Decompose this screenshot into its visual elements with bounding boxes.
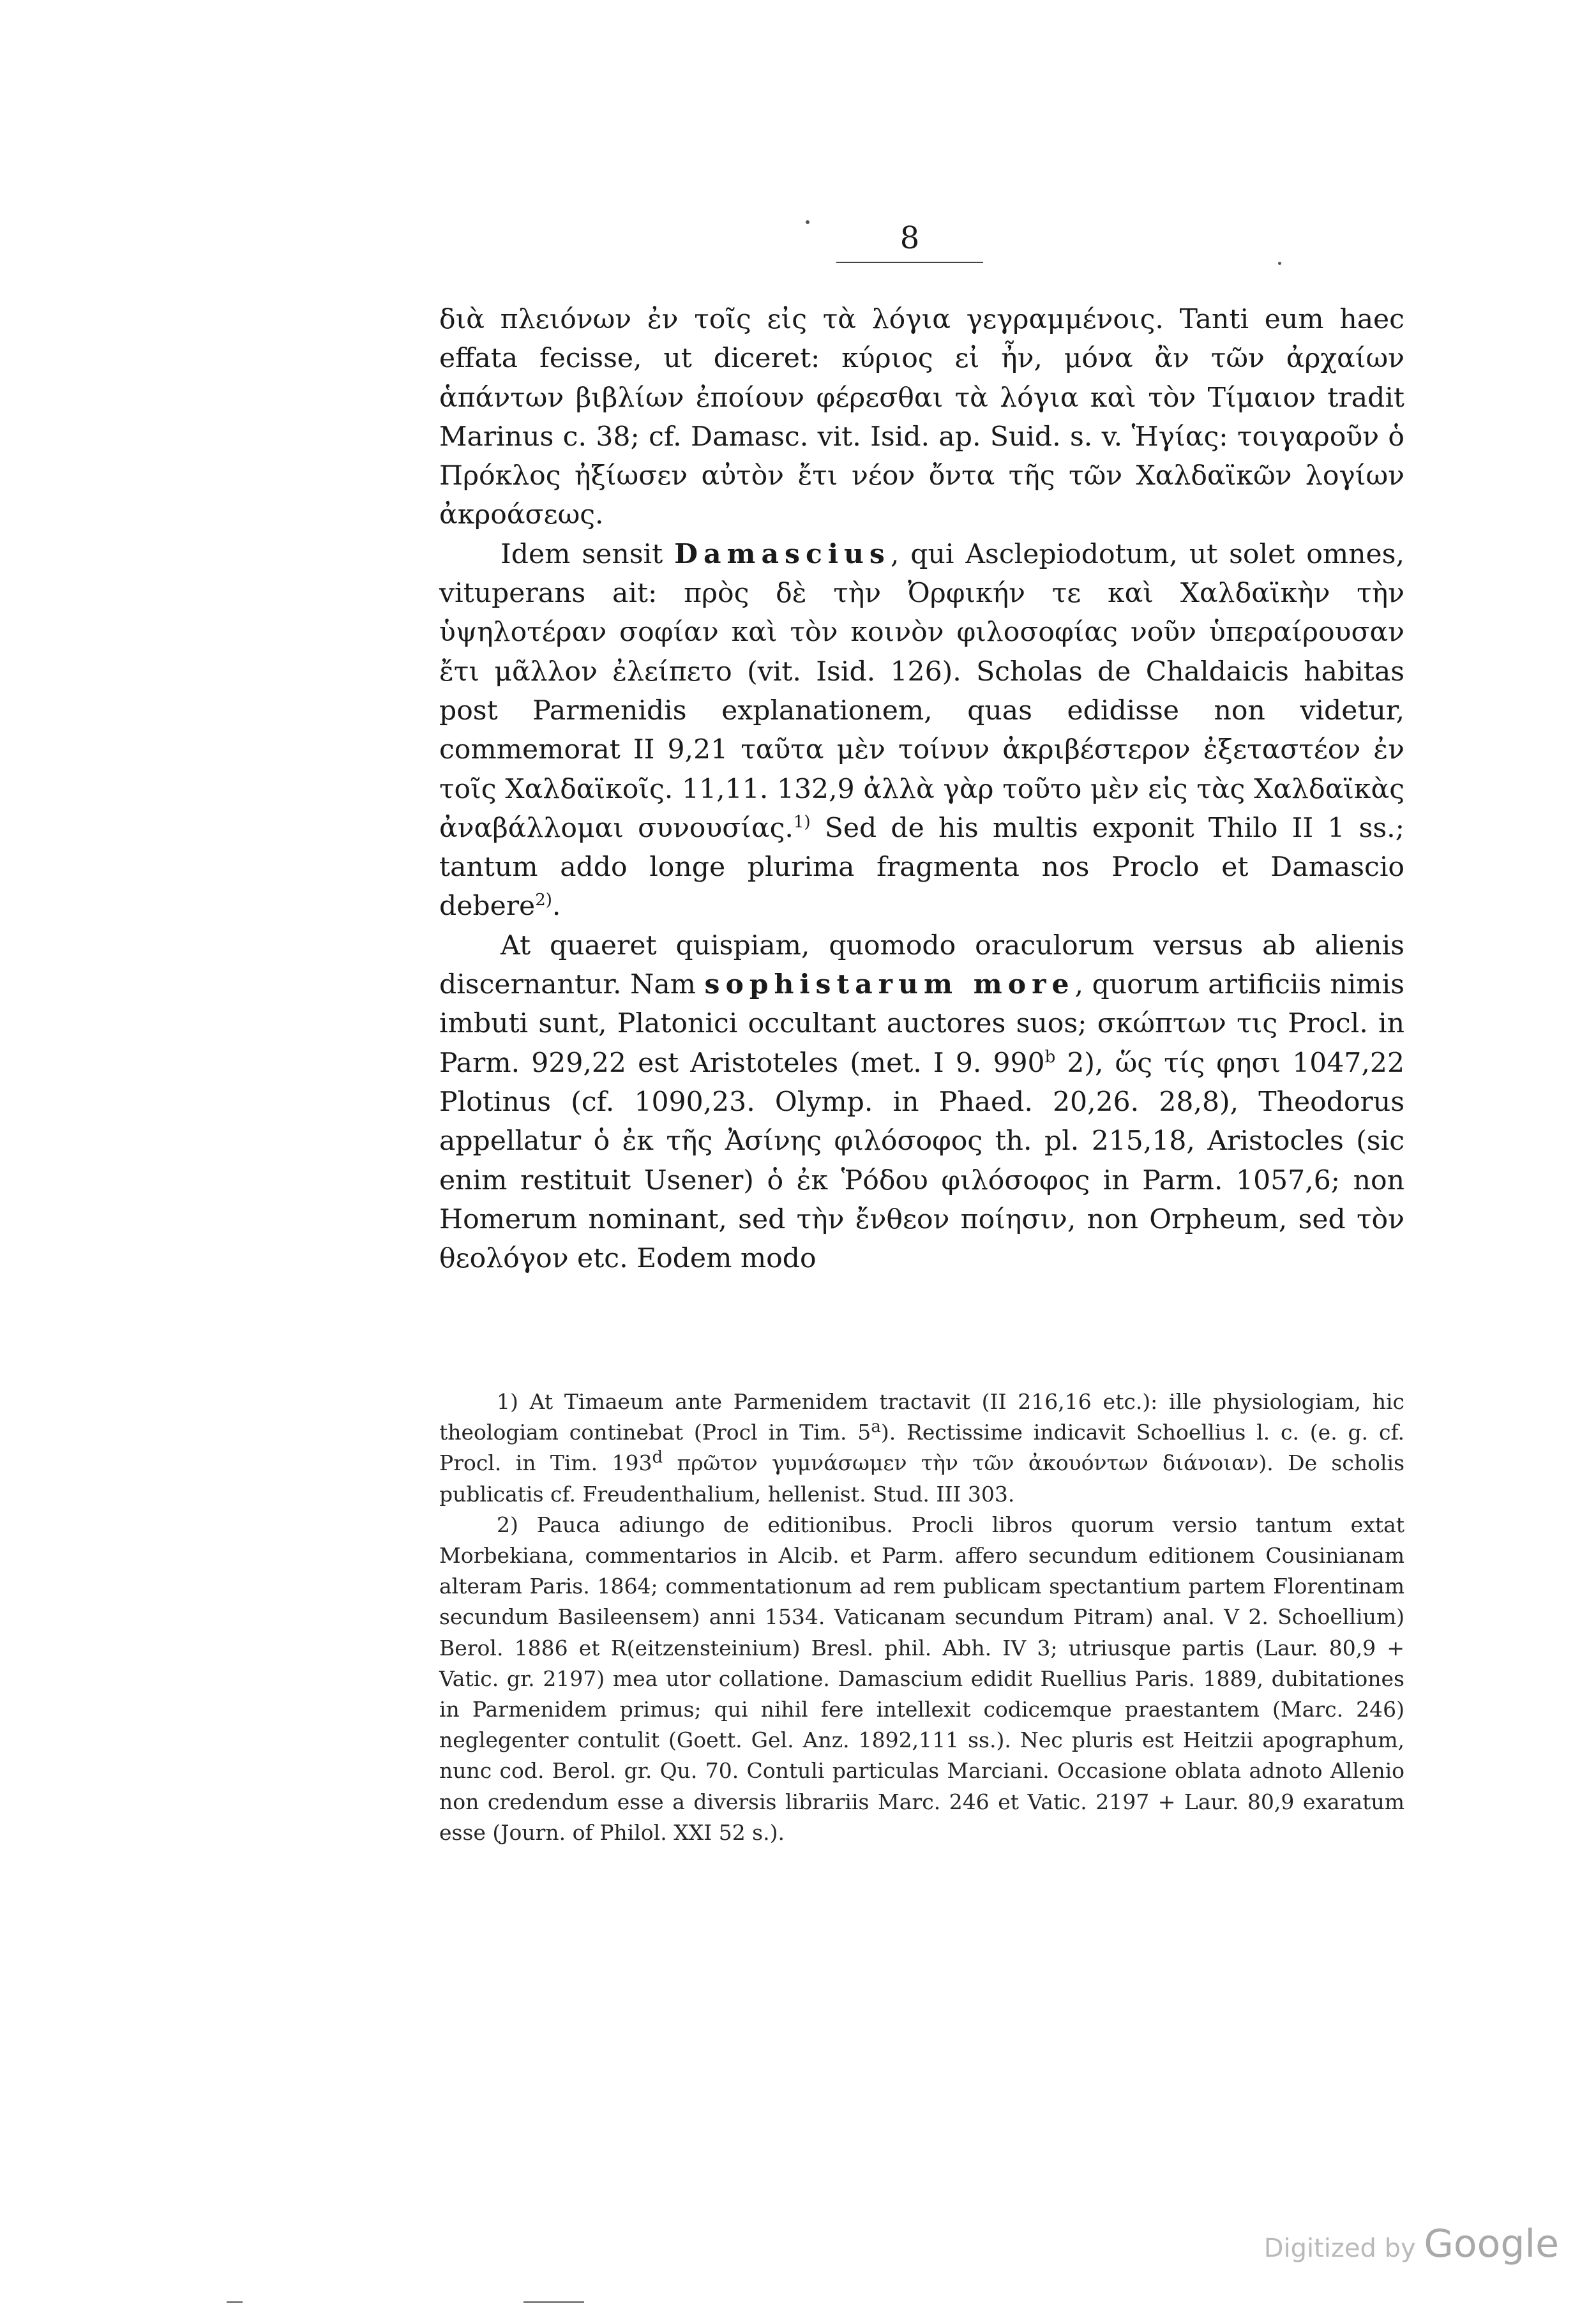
footnote-1-marker: 1) bbox=[793, 812, 811, 832]
emphasis-sophistarum-more: sophistarum more bbox=[704, 968, 1075, 1001]
paragraph-3-middle: , quorum artificiis nimis imbuti sunt, Platonici occultant auctores suos; σκώπτων τις Procl. in Parm. 929,22 est Aristoteles (met. I 9. 990 bbox=[439, 969, 1404, 1079]
page-number: 8 bbox=[900, 220, 920, 256]
paragraph-2 bbox=[439, 535, 1404, 926]
footnote-1-part-3: πρῶτον γυμνάσωμεν τὴν τῶν ἀκουόντων διάνοιαν). De scholis publicatis cf. Freudenthalium, hellenist. Stud. III 303. bbox=[439, 1450, 1405, 1507]
paragraph-3-end: 2), ὥς τίς φησι 1047,22 Plotinus (cf. 1090,23. Olymp. in Phaed. 20,26. 28,8), Theodorus appellatur ὁ ἐκ τῆς Ἀσίνης φιλόσοφος th. pl. 215,18, Aristocles (sic enim restituit Usener) ὁ ἐκ Ῥόδου φιλόσοφος in Parm. 1057,6; non Homerum nominant, sed τὴν ἔνθεον ποίησιν, non Orpheum, sed τὸν θεολόγον etc. Eodem modo bbox=[439, 1047, 1404, 1275]
footnote-1-part-1: 1) At Timaeum ante Parmenidem tractavit (II 216,16 etc.): ille physiologiam, hic theologiam continebat (Procl in Tim. 5 bbox=[439, 1389, 1404, 1445]
footnote-2-marker: 2) bbox=[535, 891, 552, 910]
paragraph-3-start: At quaeret quispiam, quomodo oraculorum versus ab alienis discernantur. Nam bbox=[439, 929, 1404, 1001]
footnote-2: 2) Pauca adiungo de editionibus. Procli libros quorum versio tantum extat Morbekiana, commentarios in Alcib. et Parm. affero secundum editionem Cousinianam alteram Paris. 1864; commentationum ad rem publicam spectantium partem Florentinam secundum Basileensem) anni 1534. Vaticanam secundum Pitram) anal. V 2. Schoellium) Berol. 1886 et R(eitzensteinium) Bresl. phil. Abh. IV 3; utriusque partis (Laur. 80,9 + Vatic. gr. 2197) mea utor collatione. Damascium edidit Ruellius Paris. 1889, dubitationes in Parmenidem primus; qui nihil fere intellexit codicemque praestantem (Marc. 246) neglegenter contulit (Goett. Gel. Anz. 1892,111 ss.). Nec pluris est Heitzii apographum, nunc cod. Berol. gr. Qu. 70. Contuli particulas Marciani. Occasione oblata adnoto Allenio non credendum esse a diversis librariis Marc. 246 et Vatic. 2197 + Laur. 80,9 exaratum esse (Journ. of Philol. XXI 52 s.). bbox=[439, 1512, 1404, 1845]
paragraph-1: διὰ πλειόνων ἐν τοῖς εἰς τὰ λόγια γεγραμμένοις. Tanti eum haec effata fecisse, ut diceret: κύριος εἰ ἦν, μόνα ἂν τῶν ἀρχαίων ἁπάντων βιβλίων ἐποίουν φέρεσθαι τὰ λόγια καὶ τὸν Τίμαιον tradit Marinus c. 38; cf. Damasc. vit. Isid. ap. Suid. s. v. Ἡγίας: τοιγαροῦν ὁ Πρόκλος ἠξίωσεν αὐτὸν ἔτι νέον ὄντα τῆς τῶν Χαλδαϊκῶν λογίων ἀκροάσεως. bbox=[439, 304, 1404, 531]
watermark-prefix: Digitized by bbox=[1263, 2234, 1416, 2263]
page-number-rule bbox=[836, 262, 983, 263]
scan-speck bbox=[806, 220, 809, 224]
main-text bbox=[439, 300, 1404, 1278]
author-name-damascius: Damascius bbox=[674, 538, 891, 570]
google-logo: Google bbox=[1424, 2222, 1559, 2266]
footnotes bbox=[439, 1387, 1404, 1848]
scan-speck bbox=[1278, 262, 1281, 265]
paragraph-3 bbox=[439, 926, 1404, 1279]
paragraph-2-body: , qui Asclepiodotum, ut solet omnes, vituperans ait: πρὸς δὲ τὴν Ὀρφικήν τε καὶ Χαλδαϊκὴν τὴν ὑψηλοτέραν σοφίαν καὶ τὸν κοινὸν φιλοσοφίας νοῦν ὑπεραίρουσαν ἔτι μᾶλλον ἐλείπετο (vit. Isid. 126). Scholas de Chaldaicis habitas post Parmenidis explanationem, quas edidisse non videtur, commemorat II 9,21 ταῦτα μὲν τοίνυν ἀκριβέστερον ἐξεταστέον ἐν τοῖς Χαλδαϊκοῖς. 11,11. 132,9 ἀλλὰ γὰρ τοῦτο μὲν εἰς τὰς Χαλδαϊκὰς ἀναβάλλομαι συνουσίας. bbox=[439, 538, 1404, 844]
footnote-1 bbox=[439, 1387, 1404, 1510]
paragraph-2-tail: Sed de his multis exponit Thilo II 1 ss.; tantum addo longe plurima fragmenta nos Proclo et Damascio debere bbox=[439, 812, 1404, 922]
footnote-1-part-2: ). Rectissime indicavit Schoellius l. c. (e. g. cf. Procl. in Tim. 193 bbox=[439, 1420, 1404, 1476]
footnote-1-sup-d: d bbox=[652, 1448, 663, 1468]
paragraph-2-end: . bbox=[552, 891, 561, 922]
digitized-by-watermark bbox=[1264, 2222, 1559, 2266]
bottom-edge-mark bbox=[523, 2301, 584, 2303]
footnote-1-sup-a: a bbox=[871, 1417, 881, 1437]
superscript-b: b bbox=[1044, 1047, 1056, 1067]
paragraph-2-start: Idem sensit bbox=[501, 538, 663, 570]
bottom-edge-mark bbox=[227, 2301, 243, 2303]
